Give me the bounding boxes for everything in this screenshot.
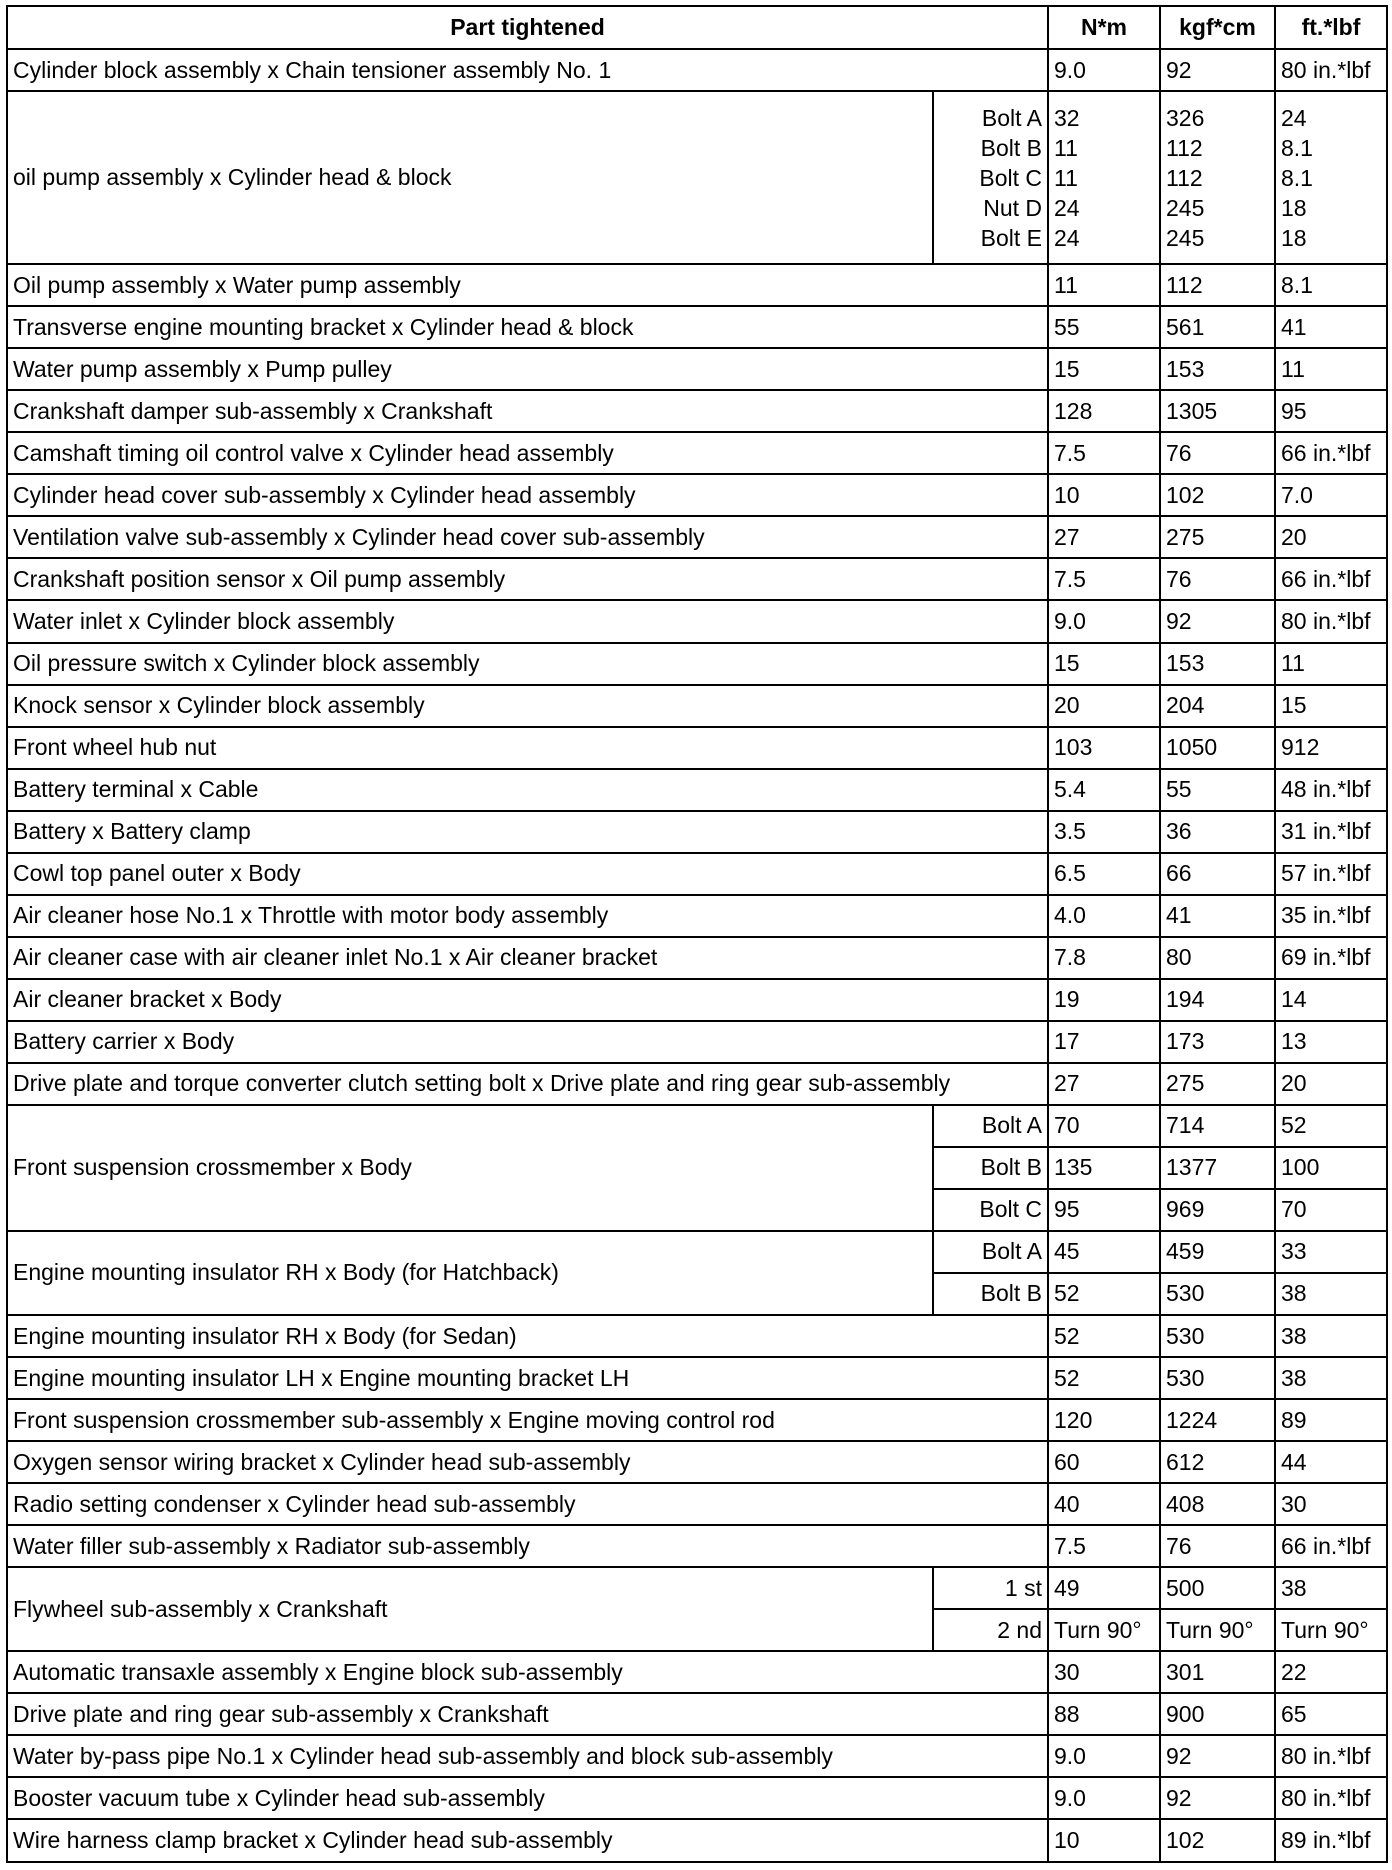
part-cell: Engine mounting insulator LH x Engine mounting bracket LH: [7, 1357, 1048, 1399]
table-row: [7, 811, 1387, 853]
kgf-value: 204: [1160, 685, 1275, 727]
table-row: [7, 1567, 1387, 1609]
nm-value: 70: [1048, 1105, 1160, 1147]
torque-specification-table: [6, 5, 1388, 1863]
part-cell: Knock sensor x Cylinder block assembly: [7, 685, 1048, 727]
nm-value: 10: [1048, 474, 1160, 516]
kgf-value: 92: [1160, 1735, 1275, 1777]
ftlbf-value: 66 in.*lbf: [1275, 1525, 1387, 1567]
kgf-value: 194: [1160, 979, 1275, 1021]
table-row: [7, 643, 1387, 685]
table-row: [7, 1525, 1387, 1567]
kgf-value: 275: [1160, 1063, 1275, 1105]
nm-value: 5.4: [1048, 769, 1160, 811]
table-row: [7, 1483, 1387, 1525]
kgf-value: 153: [1160, 348, 1275, 390]
ftlbf-value: 22: [1275, 1651, 1387, 1693]
fastener-cell: [933, 91, 1048, 264]
table-row: [7, 769, 1387, 811]
table-row: [7, 685, 1387, 727]
kgf-value: 66: [1160, 853, 1275, 895]
table-row: [7, 91, 1387, 264]
ftlbf-value: 15: [1275, 685, 1387, 727]
ft-value: 18: [1281, 224, 1307, 251]
kgf-value: 102: [1160, 1819, 1275, 1862]
ftlbf-value: 13: [1275, 1021, 1387, 1063]
kgf-value: 612: [1160, 1441, 1275, 1483]
part-cell: Cylinder head cover sub-assembly x Cylinder head assembly: [7, 474, 1048, 516]
nm-value: Turn 90°: [1048, 1609, 1160, 1651]
kgf-value: 301: [1160, 1651, 1275, 1693]
ftlbf-value: 66 in.*lbf: [1275, 558, 1387, 600]
table-row: [7, 432, 1387, 474]
nm-value: 88: [1048, 1693, 1160, 1735]
kgf-value: 92: [1160, 1777, 1275, 1819]
kgf-value: 245: [1166, 224, 1205, 251]
nm-value: 55: [1048, 306, 1160, 348]
table-row: [7, 264, 1387, 306]
ftlbf-value: 33: [1275, 1231, 1387, 1273]
nm-value: 15: [1048, 348, 1160, 390]
ftlbf-value: 8.1: [1275, 264, 1387, 306]
nm-value: 7.5: [1048, 432, 1160, 474]
ftlbf-value: 38: [1275, 1273, 1387, 1315]
fastener-label: Bolt C: [979, 164, 1042, 191]
nm-value: 24: [1054, 224, 1080, 251]
part-cell: Air cleaner hose No.1 x Throttle with motor body assembly: [7, 895, 1048, 937]
part-cell: Battery terminal x Cable: [7, 769, 1048, 811]
nm-value: 11: [1048, 264, 1160, 306]
table-row: [7, 1063, 1387, 1105]
table-row: [7, 306, 1387, 348]
kgf-value: 36: [1160, 811, 1275, 853]
part-cell: Oil pressure switch x Cylinder block assembly: [7, 643, 1048, 685]
table-row: [7, 1105, 1387, 1147]
table-row: [7, 558, 1387, 600]
table-body: [7, 49, 1387, 1862]
part-cell: Engine mounting insulator RH x Body (for Hatchback): [7, 1231, 933, 1315]
nm-value: 49: [1048, 1567, 1160, 1609]
ftlbf-value: 48 in.*lbf: [1275, 769, 1387, 811]
ftlbf-value: 11: [1275, 348, 1387, 390]
part-cell: Crankshaft position sensor x Oil pump assembly: [7, 558, 1048, 600]
nm-value: 20: [1048, 685, 1160, 727]
kgf-value: 245: [1166, 194, 1205, 221]
part-cell: Transverse engine mounting bracket x Cylinder head & block: [7, 306, 1048, 348]
part-cell: oil pump assembly x Cylinder head & block: [7, 91, 933, 264]
nm-value: 7.5: [1048, 558, 1160, 600]
part-cell: Wire harness clamp bracket x Cylinder head sub-assembly: [7, 1819, 1048, 1862]
ftlbf-value: 69 in.*lbf: [1275, 937, 1387, 979]
nm-value: 3.5: [1048, 811, 1160, 853]
part-cell: Water filler sub-assembly x Radiator sub-assembly: [7, 1525, 1048, 1567]
ftlbf-value: 20: [1275, 516, 1387, 558]
kgf-value: 969: [1160, 1189, 1275, 1231]
part-cell: Drive plate and ring gear sub-assembly x Crankshaft: [7, 1693, 1048, 1735]
table-row: [7, 474, 1387, 516]
nm-value: 6.5: [1048, 853, 1160, 895]
ftlbf-value: 44: [1275, 1441, 1387, 1483]
fastener-label: Bolt E: [980, 224, 1042, 251]
nm-value: 19: [1048, 979, 1160, 1021]
table-row: [7, 516, 1387, 558]
fastener-label: Bolt A: [933, 1231, 1048, 1273]
kgf-value: 102: [1160, 474, 1275, 516]
kgf-value: 275: [1160, 516, 1275, 558]
kgf-value: 41: [1160, 895, 1275, 937]
part-cell: Drive plate and torque converter clutch setting bolt x Drive plate and ring gear sub-assembly: [7, 1063, 1048, 1105]
ftlbf-value: 38: [1275, 1315, 1387, 1357]
fastener-label: Bolt B: [980, 134, 1042, 161]
kgf-value: 55: [1160, 769, 1275, 811]
nm-value: 95: [1048, 1189, 1160, 1231]
kgf-value: 530: [1160, 1273, 1275, 1315]
ftlbf-value: 7.0: [1275, 474, 1387, 516]
table-row: [7, 1651, 1387, 1693]
header-row: [7, 6, 1387, 49]
nm-value: 128: [1048, 390, 1160, 432]
part-cell: Flywheel sub-assembly x Crankshaft: [7, 1567, 933, 1651]
kgf-value: 1305: [1160, 390, 1275, 432]
fastener-label: 2 nd: [933, 1609, 1048, 1651]
table-row: [7, 1231, 1387, 1273]
kgf-value: 112: [1166, 134, 1203, 161]
nm-value: 27: [1048, 516, 1160, 558]
ftlbf-value: 30: [1275, 1483, 1387, 1525]
kgf-value: 459: [1160, 1231, 1275, 1273]
ftlbf-value: Turn 90°: [1275, 1609, 1387, 1651]
nm-value: 9.0: [1048, 1777, 1160, 1819]
ftlbf-value: 66 in.*lbf: [1275, 432, 1387, 474]
table-row: [7, 1777, 1387, 1819]
part-cell: Booster vacuum tube x Cylinder head sub-assembly: [7, 1777, 1048, 1819]
kgf-value: 153: [1160, 643, 1275, 685]
table-row: [7, 727, 1387, 769]
nm-value: 7.5: [1048, 1525, 1160, 1567]
nm-value: 10: [1048, 1819, 1160, 1862]
table-row: [7, 1819, 1387, 1862]
part-cell: Engine mounting insulator RH x Body (for Sedan): [7, 1315, 1048, 1357]
kgf-value: 76: [1160, 432, 1275, 474]
nm-value: 52: [1048, 1315, 1160, 1357]
part-cell: Oil pump assembly x Water pump assembly: [7, 264, 1048, 306]
table-row: [7, 979, 1387, 1021]
ftlbf-value: 95: [1275, 390, 1387, 432]
kgf-value: 500: [1160, 1567, 1275, 1609]
table-row: [7, 600, 1387, 642]
nm-value: 15: [1048, 643, 1160, 685]
part-cell: Air cleaner bracket x Body: [7, 979, 1048, 1021]
nm-value: 7.8: [1048, 937, 1160, 979]
table-row: [7, 1357, 1387, 1399]
nm-value: 52: [1048, 1357, 1160, 1399]
kgf-value: 92: [1160, 600, 1275, 642]
ft-value: 8.1: [1281, 134, 1313, 161]
nm-value: 11: [1054, 164, 1078, 191]
ft-value: 24: [1281, 104, 1307, 131]
header-kgfcm: kgf*cm: [1160, 6, 1275, 49]
ftlbf-value: 57 in.*lbf: [1275, 853, 1387, 895]
ftlbf-value: 14: [1275, 979, 1387, 1021]
table-row: [7, 937, 1387, 979]
nm-value: 9.0: [1048, 600, 1160, 642]
fastener-label: 1 st: [933, 1567, 1048, 1609]
ftlbf-value: 31 in.*lbf: [1275, 811, 1387, 853]
kgf-value: 112: [1160, 264, 1275, 306]
ftlbf-value: 80 in.*lbf: [1275, 1777, 1387, 1819]
part-cell: Automatic transaxle assembly x Engine block sub-assembly: [7, 1651, 1048, 1693]
ftlbf-value: 52: [1275, 1105, 1387, 1147]
nm-value: 4.0: [1048, 895, 1160, 937]
table-row: [7, 1441, 1387, 1483]
nm-cell: [1048, 91, 1160, 264]
part-cell: Air cleaner case with air cleaner inlet No.1 x Air cleaner bracket: [7, 937, 1048, 979]
kgf-value: 326: [1166, 104, 1205, 131]
part-cell: Radio setting condenser x Cylinder head sub-assembly: [7, 1483, 1048, 1525]
ft-value: 8.1: [1281, 164, 1313, 191]
part-cell: Front suspension crossmember x Body: [7, 1105, 933, 1231]
ftlbf-value: 912: [1275, 727, 1387, 769]
ftlbf-value: 80 in.*lbf: [1275, 600, 1387, 642]
fastener-label: Bolt B: [933, 1147, 1048, 1189]
nm-value: 24: [1054, 194, 1080, 221]
ftlbf-value: 38: [1275, 1567, 1387, 1609]
nm-value: 60: [1048, 1441, 1160, 1483]
kgf-value: 80: [1160, 937, 1275, 979]
nm-value: 40: [1048, 1483, 1160, 1525]
ftlbf-value: 20: [1275, 1063, 1387, 1105]
header-part-tightened: Part tightened: [7, 6, 1048, 49]
ft-value: 18: [1281, 194, 1307, 221]
ftlbf-value: 11: [1275, 643, 1387, 685]
kgf-cell: [1160, 91, 1275, 264]
nm-value: 45: [1048, 1231, 1160, 1273]
part-cell: Front suspension crossmember sub-assembly x Engine moving control rod: [7, 1399, 1048, 1441]
table-row: [7, 348, 1387, 390]
kgf-value: 530: [1160, 1357, 1275, 1399]
nm-value: 30: [1048, 1651, 1160, 1693]
ftlbf-value: 38: [1275, 1357, 1387, 1399]
part-cell: Battery x Battery clamp: [7, 811, 1048, 853]
header-nm: N*m: [1048, 6, 1160, 49]
kgf-value: 76: [1160, 558, 1275, 600]
nm-value: 9.0: [1048, 1735, 1160, 1777]
nm-value: 135: [1048, 1147, 1160, 1189]
part-cell: Battery carrier x Body: [7, 1021, 1048, 1063]
part-cell: Oxygen sensor wiring bracket x Cylinder head sub-assembly: [7, 1441, 1048, 1483]
fastener-label: Bolt A: [933, 1105, 1048, 1147]
kgf-value: 173: [1160, 1021, 1275, 1063]
kgf-value: 112: [1166, 164, 1203, 191]
nm-value: 17: [1048, 1021, 1160, 1063]
table-row: [7, 1021, 1387, 1063]
table-row: [7, 895, 1387, 937]
kgf-value: Turn 90°: [1160, 1609, 1275, 1651]
header-ftlbf: ft.*lbf: [1275, 6, 1387, 49]
ftlbf-value: 80 in.*lbf: [1275, 1735, 1387, 1777]
fastener-label: Bolt B: [933, 1273, 1048, 1315]
kgf-value: 900: [1160, 1693, 1275, 1735]
kgf-value: 530: [1160, 1315, 1275, 1357]
kgf-value: 561: [1160, 306, 1275, 348]
table-row: [7, 1399, 1387, 1441]
part-cell: Cylinder block assembly x Chain tensioner assembly No. 1: [7, 49, 1048, 91]
nm-value: 52: [1048, 1273, 1160, 1315]
table-row: [7, 49, 1387, 91]
nm-value: 27: [1048, 1063, 1160, 1105]
part-cell: Water pump assembly x Pump pulley: [7, 348, 1048, 390]
kgf-value: 1050: [1160, 727, 1275, 769]
ftlbf-value: 65: [1275, 1693, 1387, 1735]
kgf-value: 1377: [1160, 1147, 1275, 1189]
nm-value: 103: [1048, 727, 1160, 769]
ftlbf-value: 80 in.*lbf: [1275, 49, 1387, 91]
fastener-label: Bolt A: [981, 104, 1042, 131]
part-cell: Water by-pass pipe No.1 x Cylinder head sub-assembly and block sub-assembly: [7, 1735, 1048, 1777]
nm-value: 32: [1054, 104, 1080, 131]
part-cell: Crankshaft damper sub-assembly x Crankshaft: [7, 390, 1048, 432]
nm-value: 11: [1054, 134, 1078, 161]
kgf-value: 1224: [1160, 1399, 1275, 1441]
ftlbf-value: 70: [1275, 1189, 1387, 1231]
ftlbf-value: 89: [1275, 1399, 1387, 1441]
fastener-label: Nut D: [983, 194, 1042, 221]
part-cell: Ventilation valve sub-assembly x Cylinder head cover sub-assembly: [7, 516, 1048, 558]
table-row: [7, 853, 1387, 895]
ftlbf-value: 100: [1275, 1147, 1387, 1189]
part-cell: Front wheel hub nut: [7, 727, 1048, 769]
part-cell: Cowl top panel outer x Body: [7, 853, 1048, 895]
ftlbf-value: 89 in.*lbf: [1275, 1819, 1387, 1862]
ft-cell: [1275, 91, 1387, 264]
table-row: [7, 390, 1387, 432]
kgf-value: 714: [1160, 1105, 1275, 1147]
part-cell: Camshaft timing oil control valve x Cylinder head assembly: [7, 432, 1048, 474]
table-row: [7, 1735, 1387, 1777]
table-row: [7, 1693, 1387, 1735]
kgf-value: 76: [1160, 1525, 1275, 1567]
kgf-value: 408: [1160, 1483, 1275, 1525]
nm-value: 120: [1048, 1399, 1160, 1441]
table-row: [7, 1315, 1387, 1357]
ftlbf-value: 41: [1275, 306, 1387, 348]
ftlbf-value: 35 in.*lbf: [1275, 895, 1387, 937]
fastener-label: Bolt C: [933, 1189, 1048, 1231]
part-cell: Water inlet x Cylinder block assembly: [7, 600, 1048, 642]
kgf-value: 92: [1160, 49, 1275, 91]
nm-value: 9.0: [1048, 49, 1160, 91]
